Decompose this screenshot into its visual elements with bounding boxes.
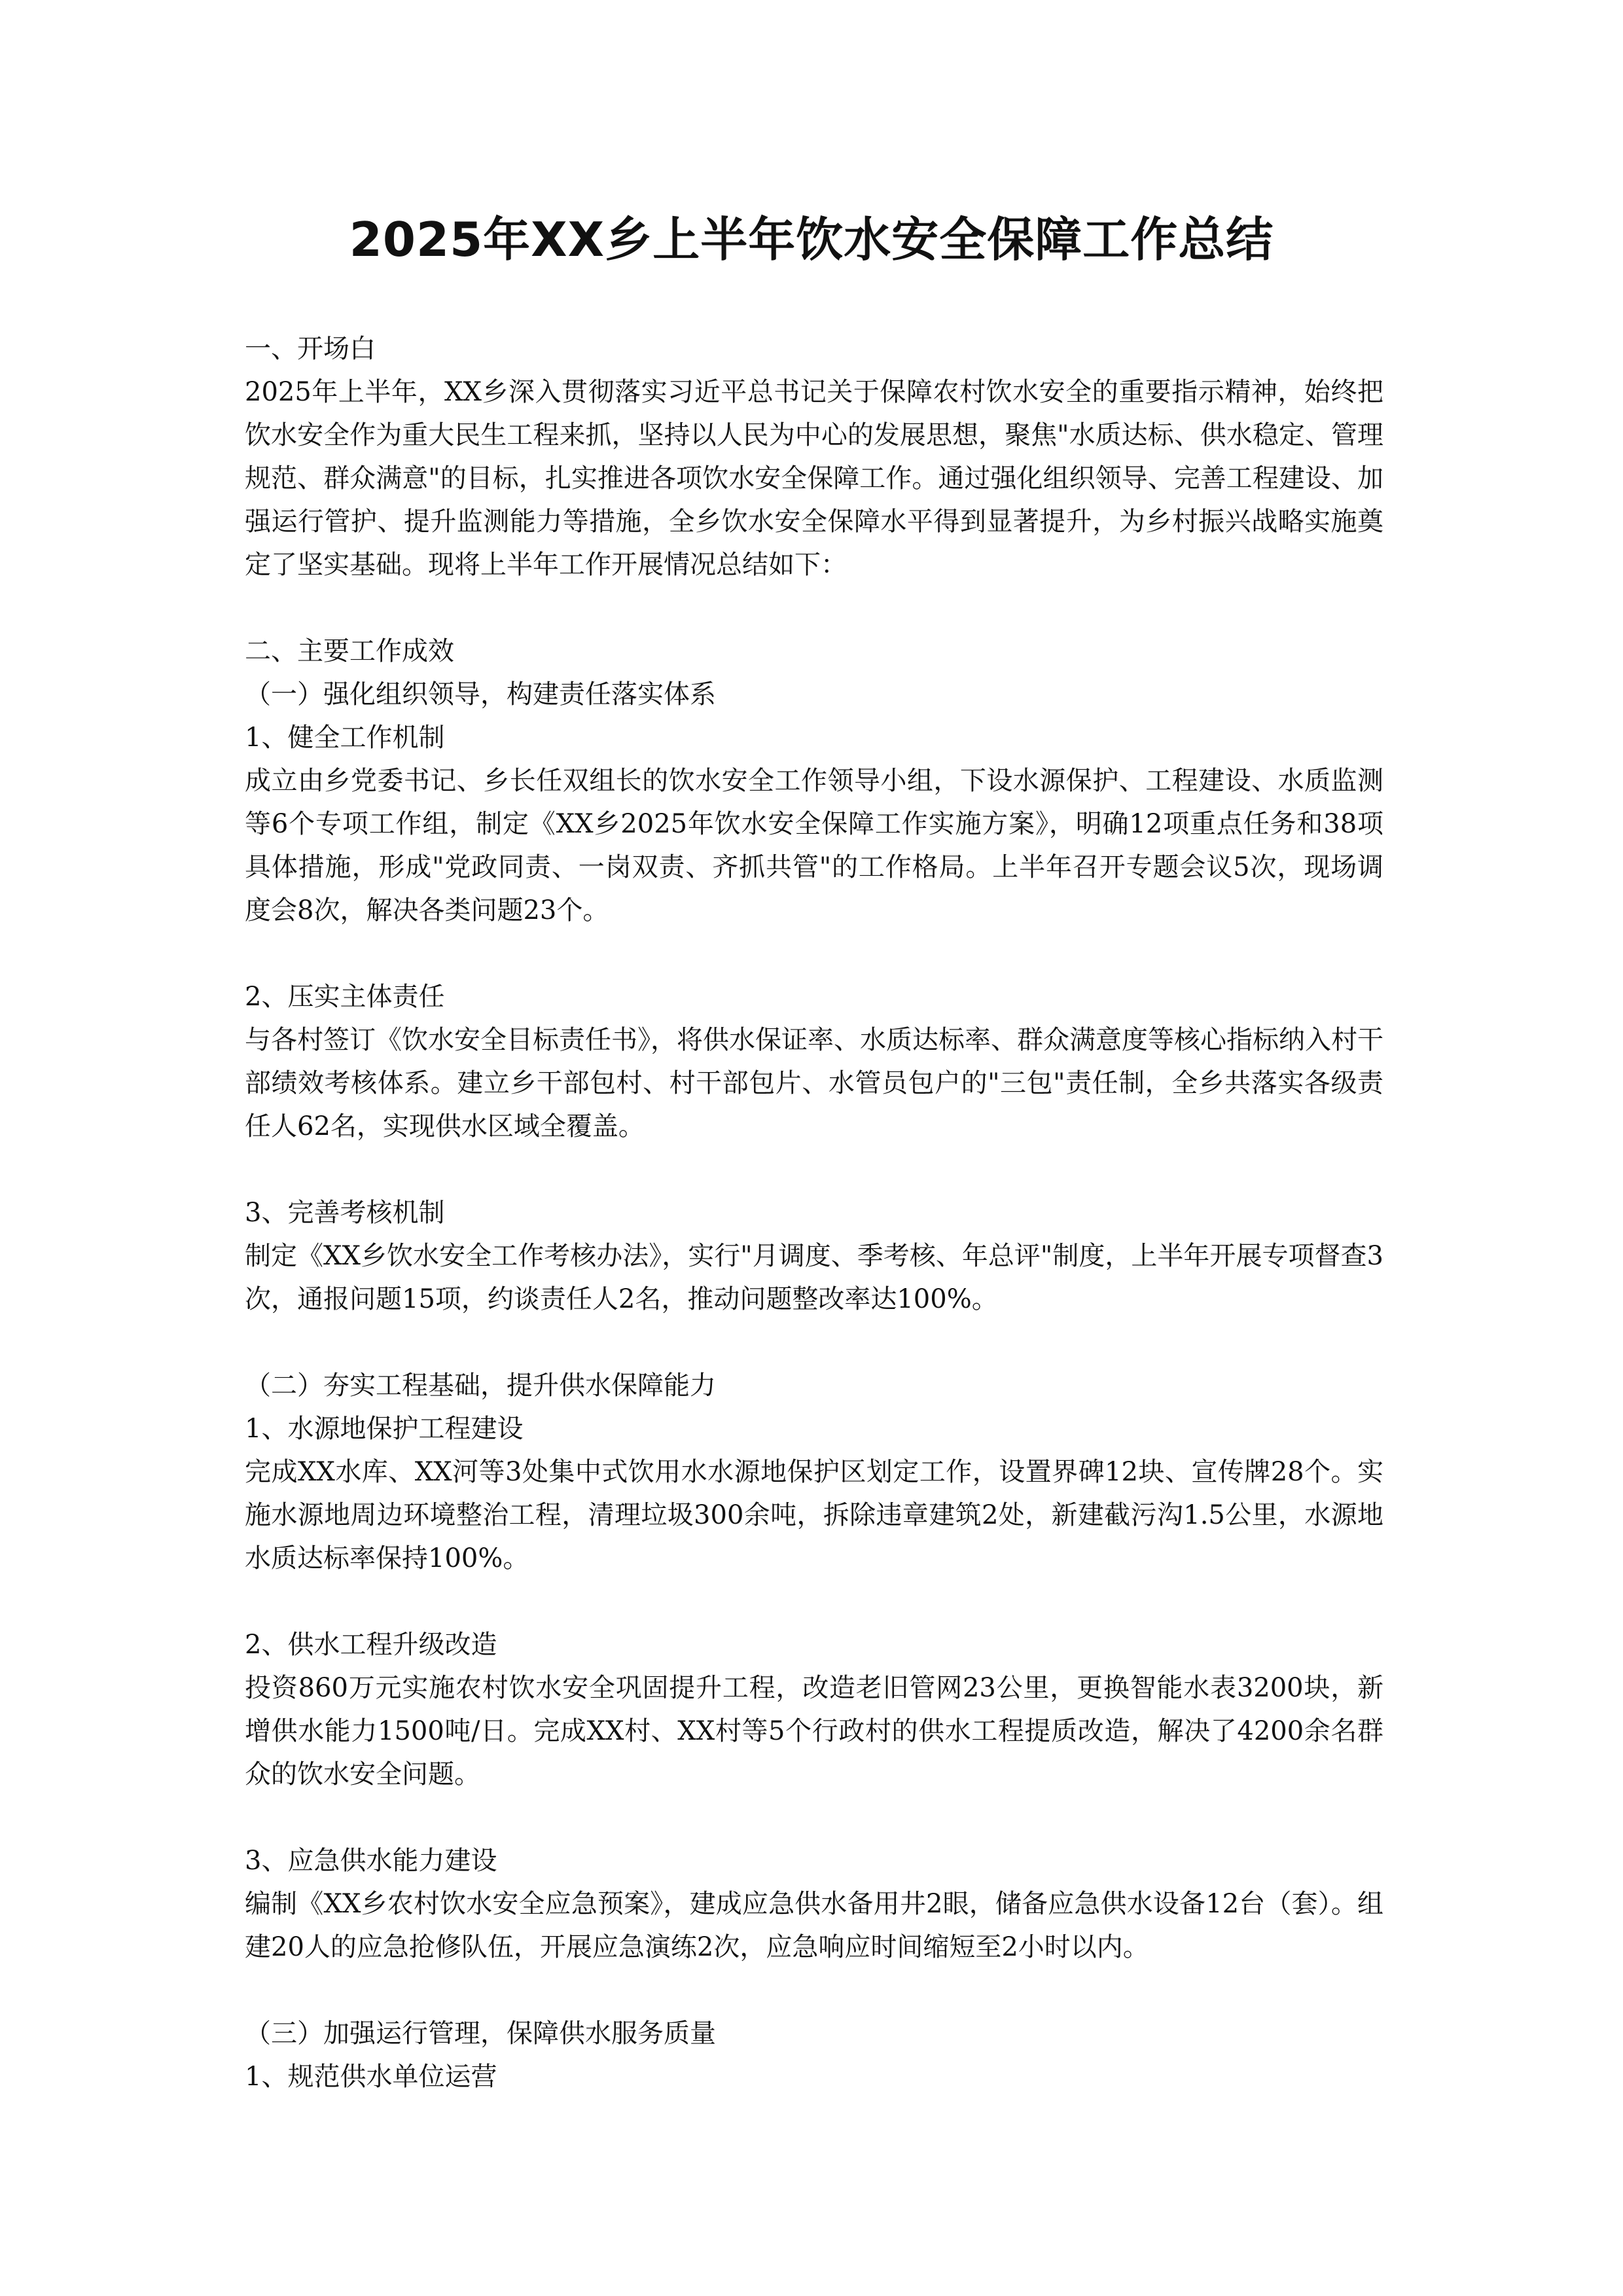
section-heading: 二、主要工作成效: [245, 636, 454, 666]
spacer: [245, 1796, 1383, 1839]
item-heading: 3、应急供水能力建设: [245, 1846, 497, 1876]
paragraph: 投资860万元实施农村饮水安全巩固提升工程，改造老旧管网23公里，更换智能水表3200块，新增供水能力1500吨/日。完成XX村、XX村等5个行政村的供水工程提质改造，解决了4200余名群众的饮水安全问题。: [245, 1673, 1383, 1789]
paragraph: 成立由乡党委书记、乡长任双组长的饮水安全工作领导小组，下设水源保护、工程建设、水质监测等6个专项工作组，制定《XX乡2025年饮水安全保障工作实施方案》，明确12项重点任务和38项具体措施，形成"党政同责、一岗双责、齐抓共管"的工作格局。上半年召开专题会议5次，现场调度会8次，解决各类问题23个。: [245, 766, 1383, 925]
subsection-heading: （一）强化组织领导，构建责任落实体系: [245, 679, 716, 709]
paragraph: 编制《XX乡农村饮水安全应急预案》，建成应急供水备用井2眼，储备应急供水设备12台（套）。组建20人的应急抢修队伍，开展应急演练2次，应急响应时间缩短至2小时以内。: [245, 1889, 1383, 1962]
item-heading: 3、完善考核机制: [245, 1198, 445, 1228]
document-body: [245, 327, 1383, 2098]
spacer: [245, 586, 1383, 630]
paragraph: 2025年上半年，XX乡深入贯彻落实习近平总书记关于保障农村饮水安全的重要指示精神，始终把饮水安全作为重大民生工程来抓，坚持以人民为中心的发展思想，聚焦"水质达标、供水稳定、管理规范、群众满意"的目标，扎实推进各项饮水安全保障工作。通过强化组织领导、完善工程建设、加强运行管护、提升监测能力等措施，全乡饮水安全保障水平得到显著提升，为乡村振兴战略实施奠定了坚实基础。现将上半年工作开展情况总结如下：: [245, 377, 1383, 580]
item-heading: 1、健全工作机制: [245, 723, 445, 753]
spacer: [245, 1321, 1383, 1364]
item-heading: 1、规范供水单位运营: [245, 2062, 497, 2092]
spacer: [245, 932, 1383, 975]
item-heading: 2、压实主体责任: [245, 982, 445, 1012]
spacer: [245, 1580, 1383, 1623]
paragraph: 制定《XX乡饮水安全工作考核办法》，实行"月调度、季考核、年总评"制度，上半年开展专项督查3次，通报问题15项，约谈责任人2名，推动问题整改率达100%。: [245, 1241, 1383, 1314]
subsection-heading: （二）夯实工程基础，提升供水保障能力: [245, 1371, 716, 1401]
item-heading: 2、供水工程升级改造: [245, 1630, 497, 1660]
paragraph: 与各村签订《饮水安全目标责任书》，将供水保证率、水质达标率、群众满意度等核心指标纳入村干部绩效考核体系。建立乡干部包村、村干部包片、水管员包户的"三包"责任制，全乡共落实各级责任人62名，实现供水区域全覆盖。: [245, 1025, 1383, 1141]
document-title: 2025年XX乡上半年饮水安全保障工作总结: [349, 212, 1274, 267]
spacer: [245, 1969, 1383, 2012]
section-heading: 一、开场白: [245, 334, 376, 364]
item-heading: 1、水源地保护工程建设: [245, 1414, 524, 1444]
subsection-heading: （三）加强运行管理，保障供水服务质量: [245, 2018, 716, 2049]
paragraph: 完成XX水库、XX河等3处集中式饮用水水源地保护区划定工作，设置界碑12块、宣传牌28个。实施水源地周边环境整治工程，清理垃圾300余吨，拆除违章建筑2处，新建截污沟1.5公里，水源地水质达标率保持100%。: [245, 1457, 1383, 1573]
spacer: [245, 1148, 1383, 1191]
